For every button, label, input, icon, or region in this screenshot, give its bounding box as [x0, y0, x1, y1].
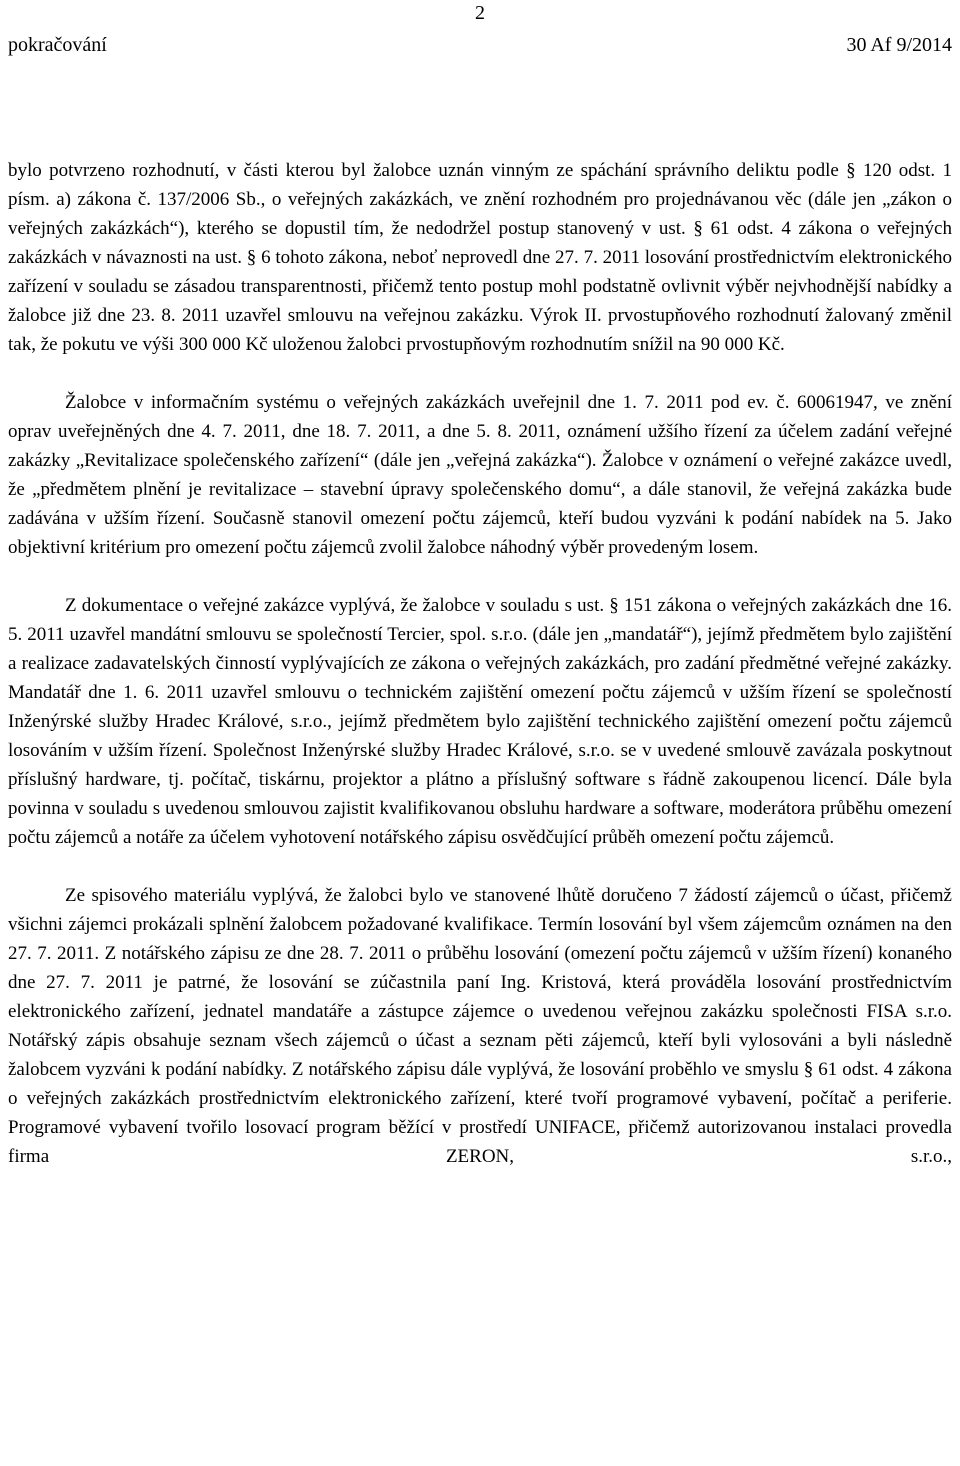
- paragraph-1: bylo potvrzeno rozhodnutí, v části kterou byl žalobce uznán vinným ze spáchání správního deliktu podle § 120 odst. 1 písm. a) zákona č. 137/2006 Sb., o veřejných zakázkách, ve znění rozhodném pro projednávanou věc (dále jen „zákon o veřejných zakázkách“), kterého se dopustil tím, že nedodržel postup stanovený v ust. § 61 odst. 4 zákona o veřejných zakázkách v návaznosti na ust. § 6 tohoto zákona, neboť neprovedl dne 27. 7. 2011 losování prostřednictvím elektronického zařízení v souladu se zásadou transparentnosti, přičemž tento postup mohl podstatně ovlivnit výběr nejvhodnější nabídky a žalobce již dne 23. 8. 2011 uzavřel smlouvu na veřejnou zakázku. Výrok II. prvostupňového rozhodnutí žalovaný změnil tak, že pokutu ve výši 300 000 Kč uloženou žalobci prvostupňovým rozhodnutím snížil na 90 000 Kč.: [8, 160, 952, 355]
- page-number: 2: [475, 2, 485, 24]
- page-header: [8, 0, 952, 70]
- paragraph-4: Ze spisového materiálu vyplývá, že žalobci bylo ve stanovené lhůtě doručeno 7 žádostí zájemců o účast, přičemž všichni zájemci prokázali splnění žalobcem požadované kvalifikace. Termín losování byl všem zájemcům oznámen na den 27. 7. 2011. Z notářského zápisu ze dne 28. 7. 2011 o průběhu losování (omezení počtu zájemců v užším řízení) konaného dne 27. 7. 2011 je patrné, že losování se zúčastnila paní Ing. Kristová, která prováděla losování prostřednictvím elektronického zařízení, jednatel mandatáře a zástupce zájemce o uvedenou veřejnou zakázku společnosti FISA s.r.o. Notářský zápis obsahuje seznam všech zájemců o účast a seznam pěti zájemců, kteří byli vylosováni a byli následně žalobcem vyzváni k podání nabídky. Z notářského zápisu dále vyplývá, že losování proběhlo ve smyslu § 61 odst. 4 zákona o veřejných zakázkách prostřednictvím elektronického zařízení, které tvoří programové vybavení, počítač a periferie. Programové vybavení tvořilo losovací program běžící v prostředí UNIFACE, přičemž autorizovanou instalaci provedla firma ZERON, s.r.o.,: [8, 885, 952, 1167]
- paragraph-2: Žalobce v informačním systému o veřejných zakázkách uveřejnil dne 1. 7. 2011 pod ev. č. 60061947, ve znění oprav uveřejněných dne 4. 7. 2011, dne 18. 7. 2011, a dne 5. 8. 2011, oznámení užšího řízení za účelem zadání veřejné zakázky „Revitalizace společenského zařízení“ (dále jen „veřejná zakázka“). Žalobce v oznámení o veřejné zakázce uvedl, že „předmětem plnění je revitalizace – stavební úpravy společenského domu“, a dále stanovil, že veřejná zakázka bude zadávána v užším řízení. Současně stanovil omezení počtu zájemců, kteří budou vyzváni k podání nabídek na 5. Jako objektivní kritérium pro omezení počtu zájemců zvolil žalobce náhodný výběr provedeným losem.: [8, 392, 952, 558]
- paragraph-3: Z dokumentace o veřejné zakázce vyplývá, že žalobce v souladu s ust. § 151 zákona o veřejných zakázkách dne 16. 5. 2011 uzavřel mandátní smlouvu se společností Tercier, spol. s.r.o. (dále jen „mandatář“), jejímž předmětem bylo zajištění a realizace zadavatelských činností vyplývajících ze zákona o veřejných zakázkách, pro zadání předmětné veřejné zakázky. Mandatář dne 1. 6. 2011 uzavřel smlouvu o technickém zajištění omezení počtu zájemců v užším řízení se společností Inženýrské služby Hradec Králové, s.r.o., jejímž předmětem bylo zajištění technického zajištění omezení počtu zájemců losováním v užším řízení. Společnost Inženýrské služby Hradec Králové, s.r.o. se v uvedené smlouvě zavázala poskytnout příslušný hardware, tj. počítač, tiskárnu, projektor a plátno a příslušný software s řádně zakoupenou licencí. Dále byla povinna v souladu s uvedenou smlouvou zajistit kvalifikovanou obsluhu hardware a software, moderátora průběhu omezení počtu zájemců a notáře za účelem vyhotovení notářského zápisu osvědčující průběh omezení počtu zájemců.: [8, 595, 952, 848]
- document-page: [8, 0, 952, 1167]
- document-body: [8, 156, 952, 1171]
- header-continuation-label: pokračování: [8, 34, 107, 56]
- case-number: 30 Af 9/2014: [846, 34, 952, 56]
